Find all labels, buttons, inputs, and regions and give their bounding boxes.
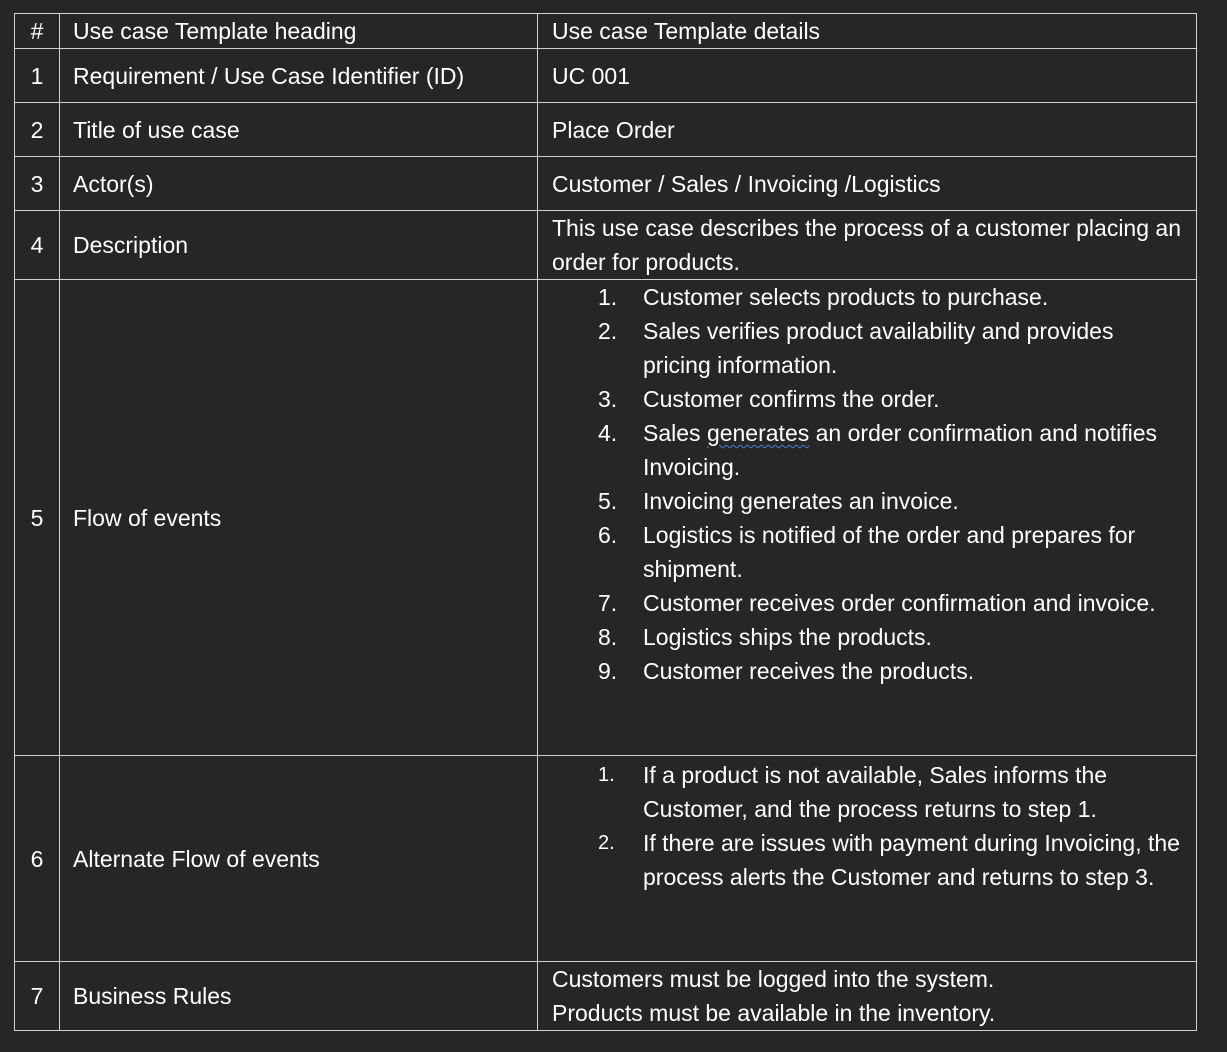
list-item — [538, 484, 1186, 518]
row-heading: Description — [60, 211, 538, 280]
step-number: 5. — [598, 488, 618, 514]
row-details: This use case describes the process of a customer placing an order for products. — [538, 211, 1197, 280]
row-number: 6 — [15, 756, 60, 962]
alternate-flow-cell — [538, 756, 1197, 962]
business-rule-line: Products must be available in the inventory. — [552, 1000, 996, 1026]
step-text: If a product is not available, Sales informs the Customer, and the process returns to step 1. — [643, 762, 1108, 822]
table-row — [15, 211, 1197, 280]
list-item — [538, 314, 1186, 382]
row-heading: Business Rules — [60, 962, 538, 1031]
row-heading: Flow of events — [60, 280, 538, 756]
list-item — [538, 518, 1186, 586]
row-heading: Title of use case — [60, 103, 538, 157]
step-text: Logistics ships the products. — [643, 624, 932, 650]
table-row — [15, 280, 1197, 756]
use-case-table — [14, 13, 1197, 1031]
row-number: 3 — [15, 157, 60, 211]
spellcheck-flagged-word: generates — [706, 420, 810, 446]
step-number: 2. — [598, 832, 615, 854]
row-number: 1 — [15, 49, 60, 103]
alternate-steps-list — [538, 758, 1186, 894]
step-number: 6. — [598, 522, 618, 548]
list-item — [538, 382, 1186, 416]
row-details: Place Order — [538, 103, 1197, 157]
step-text-post: an order confirmation and notifies Invoicing. — [643, 420, 1158, 480]
step-number: 3. — [598, 386, 618, 412]
row-details: UC 001 — [538, 49, 1197, 103]
business-rules-cell — [538, 962, 1197, 1031]
header-heading: Use case Template heading — [60, 14, 538, 49]
list-item — [538, 416, 1186, 484]
step-text: Invoicing generates an invoice. — [643, 488, 959, 514]
flow-of-events-cell — [538, 280, 1197, 756]
row-number: 2 — [15, 103, 60, 157]
list-item — [538, 654, 1186, 688]
list-item — [538, 620, 1186, 654]
step-number: 2. — [598, 318, 618, 344]
table-row — [15, 962, 1197, 1031]
header-number: # — [15, 14, 60, 49]
step-text: Customer receives the products. — [643, 658, 975, 684]
table-header-row — [15, 14, 1197, 49]
step-number: 9. — [598, 658, 618, 684]
list-item — [538, 826, 1186, 894]
step-number: 4. — [598, 420, 618, 446]
step-text: Sales verifies product availability and provides pricing information. — [643, 318, 1114, 378]
step-text: If there are issues with payment during Invoicing, the process alerts the Customer and returns to step 3. — [643, 830, 1180, 890]
table-row — [15, 103, 1197, 157]
step-number: 1. — [598, 764, 615, 786]
row-heading: Requirement / Use Case Identifier (ID) — [60, 49, 538, 103]
table-row — [15, 49, 1197, 103]
table-row — [15, 756, 1197, 962]
step-text: Customer selects products to purchase. — [643, 284, 1049, 310]
flow-steps-list — [538, 280, 1186, 688]
step-number: 1. — [598, 284, 618, 310]
row-heading: Actor(s) — [60, 157, 538, 211]
row-details: Customer / Sales / Invoicing /Logistics — [538, 157, 1197, 211]
row-number: 5 — [15, 280, 60, 756]
step-text-pre: Sales — [643, 420, 707, 446]
step-text: Logistics is notified of the order and prepares for shipment. — [643, 522, 1136, 582]
list-item — [538, 280, 1186, 314]
step-text: Customer confirms the order. — [643, 386, 940, 412]
row-number: 7 — [15, 962, 60, 1031]
row-heading: Alternate Flow of events — [60, 756, 538, 962]
row-number: 4 — [15, 211, 60, 280]
business-rule-line: Customers must be logged into the system. — [552, 966, 995, 992]
list-item — [538, 758, 1186, 826]
step-text: Customer receives order confirmation and invoice. — [643, 590, 1156, 616]
header-details: Use case Template details — [538, 14, 1197, 49]
step-number: 7. — [598, 590, 618, 616]
table-row — [15, 157, 1197, 211]
step-number: 8. — [598, 624, 618, 650]
list-item — [538, 586, 1186, 620]
